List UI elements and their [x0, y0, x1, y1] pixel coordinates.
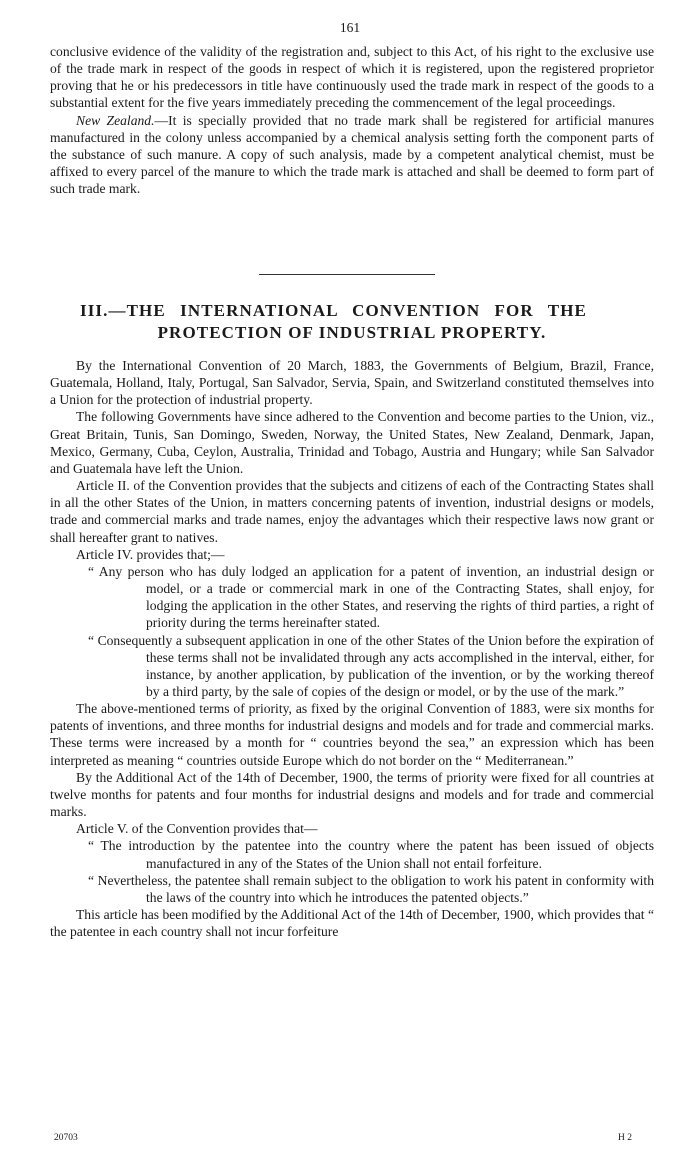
- heading-line-2: PROTECTION OF INDUSTRIAL PROPERTY.: [157, 323, 547, 342]
- paragraph-new-zealand: [50, 112, 654, 198]
- paragraph: The above-mentioned terms of priority, as fixed by the original Convention of 1883, were six months for patents of inventions, and three months for industrial designs and models and for trade and commercial marks. These terms were increased by a month for “ countries beyond the sea,” an expression which has been interpreted as meaning “ countries outside Europe which do not border on the “ Mediterranean.”: [50, 701, 654, 768]
- paragraph: Article IV. provides that;—: [76, 546, 225, 562]
- paragraph: By the International Convention of 20 March, 1883, the Governments of Belgium, Brazil, France, Guatemala, Holland, Italy, Portugal, San Salvador, Servia, Spain, and Switzerland constituted themselves into a Union for the protection of industrial property.: [50, 358, 654, 408]
- footer-print-code: 20703: [54, 1133, 78, 1143]
- quote-paragraph: “ Consequently a subsequent application in one of the other States of the Union before the expiration of these terms shall not be invalidated through any acts accomplished in the interval, either, for instance, by another application, by publication of the invention, or by the working thereof by a third party, by the sale of copies of the design or model, or by the use of the mark.”: [88, 632, 654, 699]
- dash: —: [154, 112, 169, 128]
- paragraph: The following Governments have since adhered to the Convention and become parties to the Union, viz., Great Britain, Tunis, San Domingo, Sweden, Norway, the United States, New Zealand, Denmark, Japan, Mexico, Germany, Cuba, Ceylon, Australia, Trinidad and Tobago, Austria and Hungary; while San Salvador and Guatemala have left the Union.: [50, 409, 654, 476]
- section-divider: [259, 274, 435, 275]
- quote-paragraph: “ The introduction by the patentee into the country where the patent has been issued of objects manufactured in any of the States of the Union shall not entail forfeiture.: [88, 838, 654, 871]
- main-text: [50, 357, 654, 940]
- paragraph: This article has been modified by the Additional Act of the 14th of December, 1900, which provides that “ the patentee in each country shall not incur forfeiture: [50, 907, 654, 940]
- section-heading: [50, 300, 654, 344]
- new-zealand-text: It is specially provided that no trade mark shall be registered for artificial manures manufactured in the colony unless accompanied by a chemical analysis setting forth the component parts of the substance of such manure. A copy of such analysis, made by a competent analytical chemist, must be affixed to every parcel of the manure to which the trade mark is attached and shall be deemed to form part of such trade mark.: [50, 112, 654, 197]
- paragraph: Article II. of the Convention provides that the subjects and citizens of each of the Contracting States shall in all the other States of the Union, in matters concerning patents of invention, industrial designs or models, trade and commercial marks and trade names, enjoy the advantages which their respective laws now grant or shall hereafter grant to natives.: [50, 478, 654, 545]
- top-text: [50, 43, 654, 197]
- heading-line-1: III.—THE INTERNATIONAL CONVENTION FOR THE: [80, 301, 587, 320]
- quote-paragraph: “ Any person who has duly lodged an application for a patent of invention, an industrial design or model, or a trade or commercial mark in one of the Contracting States, shall enjoy, for lodging the application in the other States, and reserving the rights of third parties, a right of priority during the terms hereinafter stated.: [88, 563, 654, 631]
- page-number: 161: [339, 20, 361, 35]
- paragraph: Article V. of the Convention provides that—: [76, 821, 318, 837]
- new-zealand-label: New Zealand.: [76, 112, 155, 128]
- paragraph: By the Additional Act of the 14th of December, 1900, the terms of priority were fixed for all countries at twelve months for patents and four months for industrial designs and models and for trade and commercial marks.: [50, 769, 654, 820]
- quote-paragraph: “ Nevertheless, the patentee shall remain subject to the obligation to work his patent in conformity with the laws of the country into which he introduces the patented objects.”: [88, 872, 654, 905]
- footer-signature-mark: H 2: [618, 1133, 632, 1143]
- paragraph: conclusive evidence of the validity of the registration and, subject to this Act, of his right to the exclusive use of the trade mark in respect of the goods in respect of which it is registered, upon the registered proprietor proving that he or his predecessors in title have continuously used the trade mark in respect of the goods to a substantial extent for the five years immediately preceding the commencement of the legal proceedings.: [50, 44, 654, 111]
